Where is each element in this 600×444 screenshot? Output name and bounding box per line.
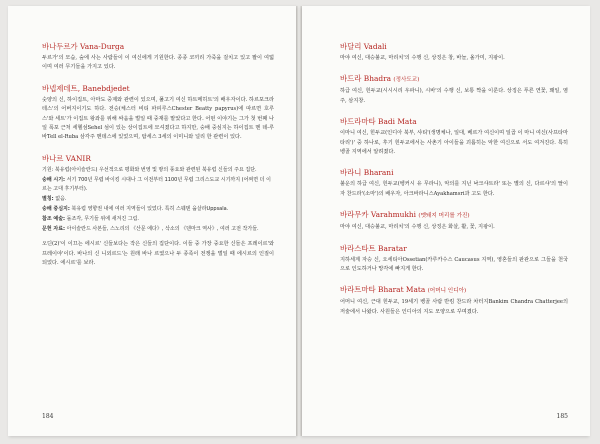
entry-vanir	[42, 154, 274, 269]
entry-body: 두르가'의 모습, 숲에 사는 사람들이 이 여신에게 기원한다. 종종 코끼리 가죽을 걸치고 있고 팔이 여덟이며 여러 무기들을 가지고 있다.	[42, 55, 274, 71]
entry-heading-line	[340, 285, 568, 296]
entry-heading: 바라트마타 Bharat Mata	[340, 285, 426, 295]
entry-varahmukhi	[340, 210, 568, 232]
vanir-row-label: 문헌 자료:	[42, 225, 66, 232]
entry-vadali	[340, 42, 568, 63]
entry-heading: 바라니 Bharani	[340, 168, 394, 178]
vanir-row-value: 없음.	[55, 196, 67, 203]
vanir-row-value: 북유럽 영향권 내에 여러 지역들이 있었다. 특히 스웨덴 웁살라Uppsala.	[71, 206, 229, 213]
vanir-row-value: 아이슬란드 사본들, 스노리의 《산문 에다》, 삭소의 《덴마크 역사》, 여러 고전 작가들.	[66, 225, 259, 232]
vanir-row-value: 돌조각, 무기들 위에 새겨진 그림.	[66, 215, 139, 222]
entry-banebdjedet	[42, 84, 274, 143]
entry-heading: 바달리 Vadali	[340, 42, 387, 51]
entry-body: 마야 여신, 대승불교, 마리치'의 수행 신, 상징은 창, 바늘, 올가미, 지팡이.	[340, 55, 505, 61]
entry-heading: 바드라마타 Badi Mata	[340, 117, 417, 127]
vanir-row	[42, 215, 274, 225]
entry-heading-line	[340, 74, 568, 85]
entry-badi-mata	[340, 117, 568, 157]
entry-bhadra	[340, 74, 568, 106]
entry-body: 불운의 하급 여신, 힌두교(벵커시 유 무라니), 악의를 지닌 낙크샤트라' 또는 별의 신, 다르샤'의 딸이자 찬드라'(소마')의 배우자, 아크바라니스Ayakhamsri과 고도 한다.	[340, 181, 568, 197]
right-column	[340, 42, 568, 328]
entry-bharat-mata	[340, 285, 568, 317]
entry-heading: 바넵제데트, Banebdjedet	[42, 83, 130, 93]
entry-bharani	[340, 168, 568, 199]
vanir-row-label: 숭배 중심지:	[42, 206, 70, 213]
vanir-row	[42, 195, 274, 205]
entry-body: 어머니 여신, 근대 힌두교, 19세기 벵골 사람 반킴 찬드라 차터지Bankim Chandra Chatterjee의 저술에서 나왔다. 사원들은 인디아의 지도 모양으로 꾸며졌다.	[340, 299, 568, 315]
right-page	[302, 6, 590, 436]
entry-body: 마야 여신, 대승불교, 마리치'의 수행 신, 상징은 화살, 활, 꽃, 지팡이.	[340, 224, 495, 231]
left-page	[8, 6, 296, 436]
entry-heading-line	[340, 210, 568, 221]
entry-body: 지하세계 자승 신, 오세티아Ossetian(카루카수스 Caucasus 지역), 영혼들의 판관으로 그들을 천국으로 인도하거나 망각에 빠지게 한다.	[340, 256, 568, 273]
vanir-row	[42, 176, 274, 196]
entry-baratar	[340, 244, 568, 275]
page-number: 185	[556, 413, 568, 420]
vanir-row	[42, 205, 274, 215]
entry-body: 이마니 여신, 힌두교(인디아 북부, 샤티'(생명체나, 일대, 베르가 여신이며 일곱 이 마니 여신(사프타마타리')' 중 하나로, 후기 힌두교에서는 사촌기 아이들을 괴롭히는 악한 여신으로 서도 여겨진다. 특히 벵골 지역에서 알려졌다.	[340, 130, 568, 156]
page-number: 184	[42, 413, 54, 420]
vanir-closing: 오딘(2)'이 이끄는 에시르' 신들보다는 작은 신들의 집단이다. 이들 중 가장 중요한 신들은 프레이르'와 프레이야'이다. 바나의 신 니외르드'는 원래 바나 르였으나 두 종족이 전쟁을 벌일 때 에시르의 인질이 되었다. 에시르'를 보라.	[42, 241, 274, 267]
vanir-row-label: 별칭:	[42, 196, 54, 203]
entry-heading: 바라스타트 Baratar	[340, 243, 407, 253]
left-column	[42, 42, 274, 280]
vanir-row-label: 참조 예술:	[42, 215, 66, 222]
vanir-row	[42, 225, 274, 235]
entry-subheading: (어머니 인디아)	[427, 288, 467, 295]
entry-subheading: (멧돼지 머리를 가진)	[418, 213, 470, 220]
entry-heading: 바드라 Bhadra	[340, 74, 392, 84]
entry-vana-durga	[42, 42, 274, 73]
entry-heading: 바라무카 Varahmukhi	[340, 210, 417, 220]
vanir-definition: 기원: 북유럽(아이슬란드) 우선적으로 평화와 번영 및 땅의 풍요와 관련된 북유럽 신들의 주요 집단.	[42, 166, 257, 173]
entry-heading: 바나르 VANIR	[42, 153, 91, 163]
vanir-row-label: 숭배 시기:	[42, 176, 66, 183]
entry-heading: 바나두르가 Vana-Durga	[42, 42, 125, 51]
entry-body: 하급 여신, 힌두교(시시시리 우파니), 시바'의 수행 신, 보통 짝을 이룬다. 상징은 푸른 연꽃, 꽤일, 염주, 삼지창.	[340, 88, 568, 104]
entry-subheading: (정사도교)	[393, 77, 420, 84]
vanir-row-value: 서기 700년 무렵 바이킹 시대나 그 이전부터 1100년 무렵 그리스도교 시기까지 (어쩌면 더 이르는 고대 후기부터).	[42, 176, 271, 193]
entry-body: 숫양의 신, 하이집트, 아마도 중제와 관련이 있으며, 풀고기 여신 하트메히트'의 배우자이다. 하르포크라테스'의 어버지이기도 하다. 전승(체스터 비티 파피루스Chester Beatty papyrus)에 따르면 호루스'와 세트'가 이집트 왕좌를 위해 싸움을 벌일 때 중재를 맡았다고 한다. 어떤 이야기는 그가 첫 번째 나일 폭포 근처 세헬섬Sehel 섬이 있는 상이집트에 모셔졌다고 하지만, 숭배 중심지는 하이집트 멘 데-루바Tell el-Ruba 삼각주 멘데스에 있었으며, 탑세스 3세의 이미니와 널리 한 관련이 있다.	[42, 96, 274, 141]
